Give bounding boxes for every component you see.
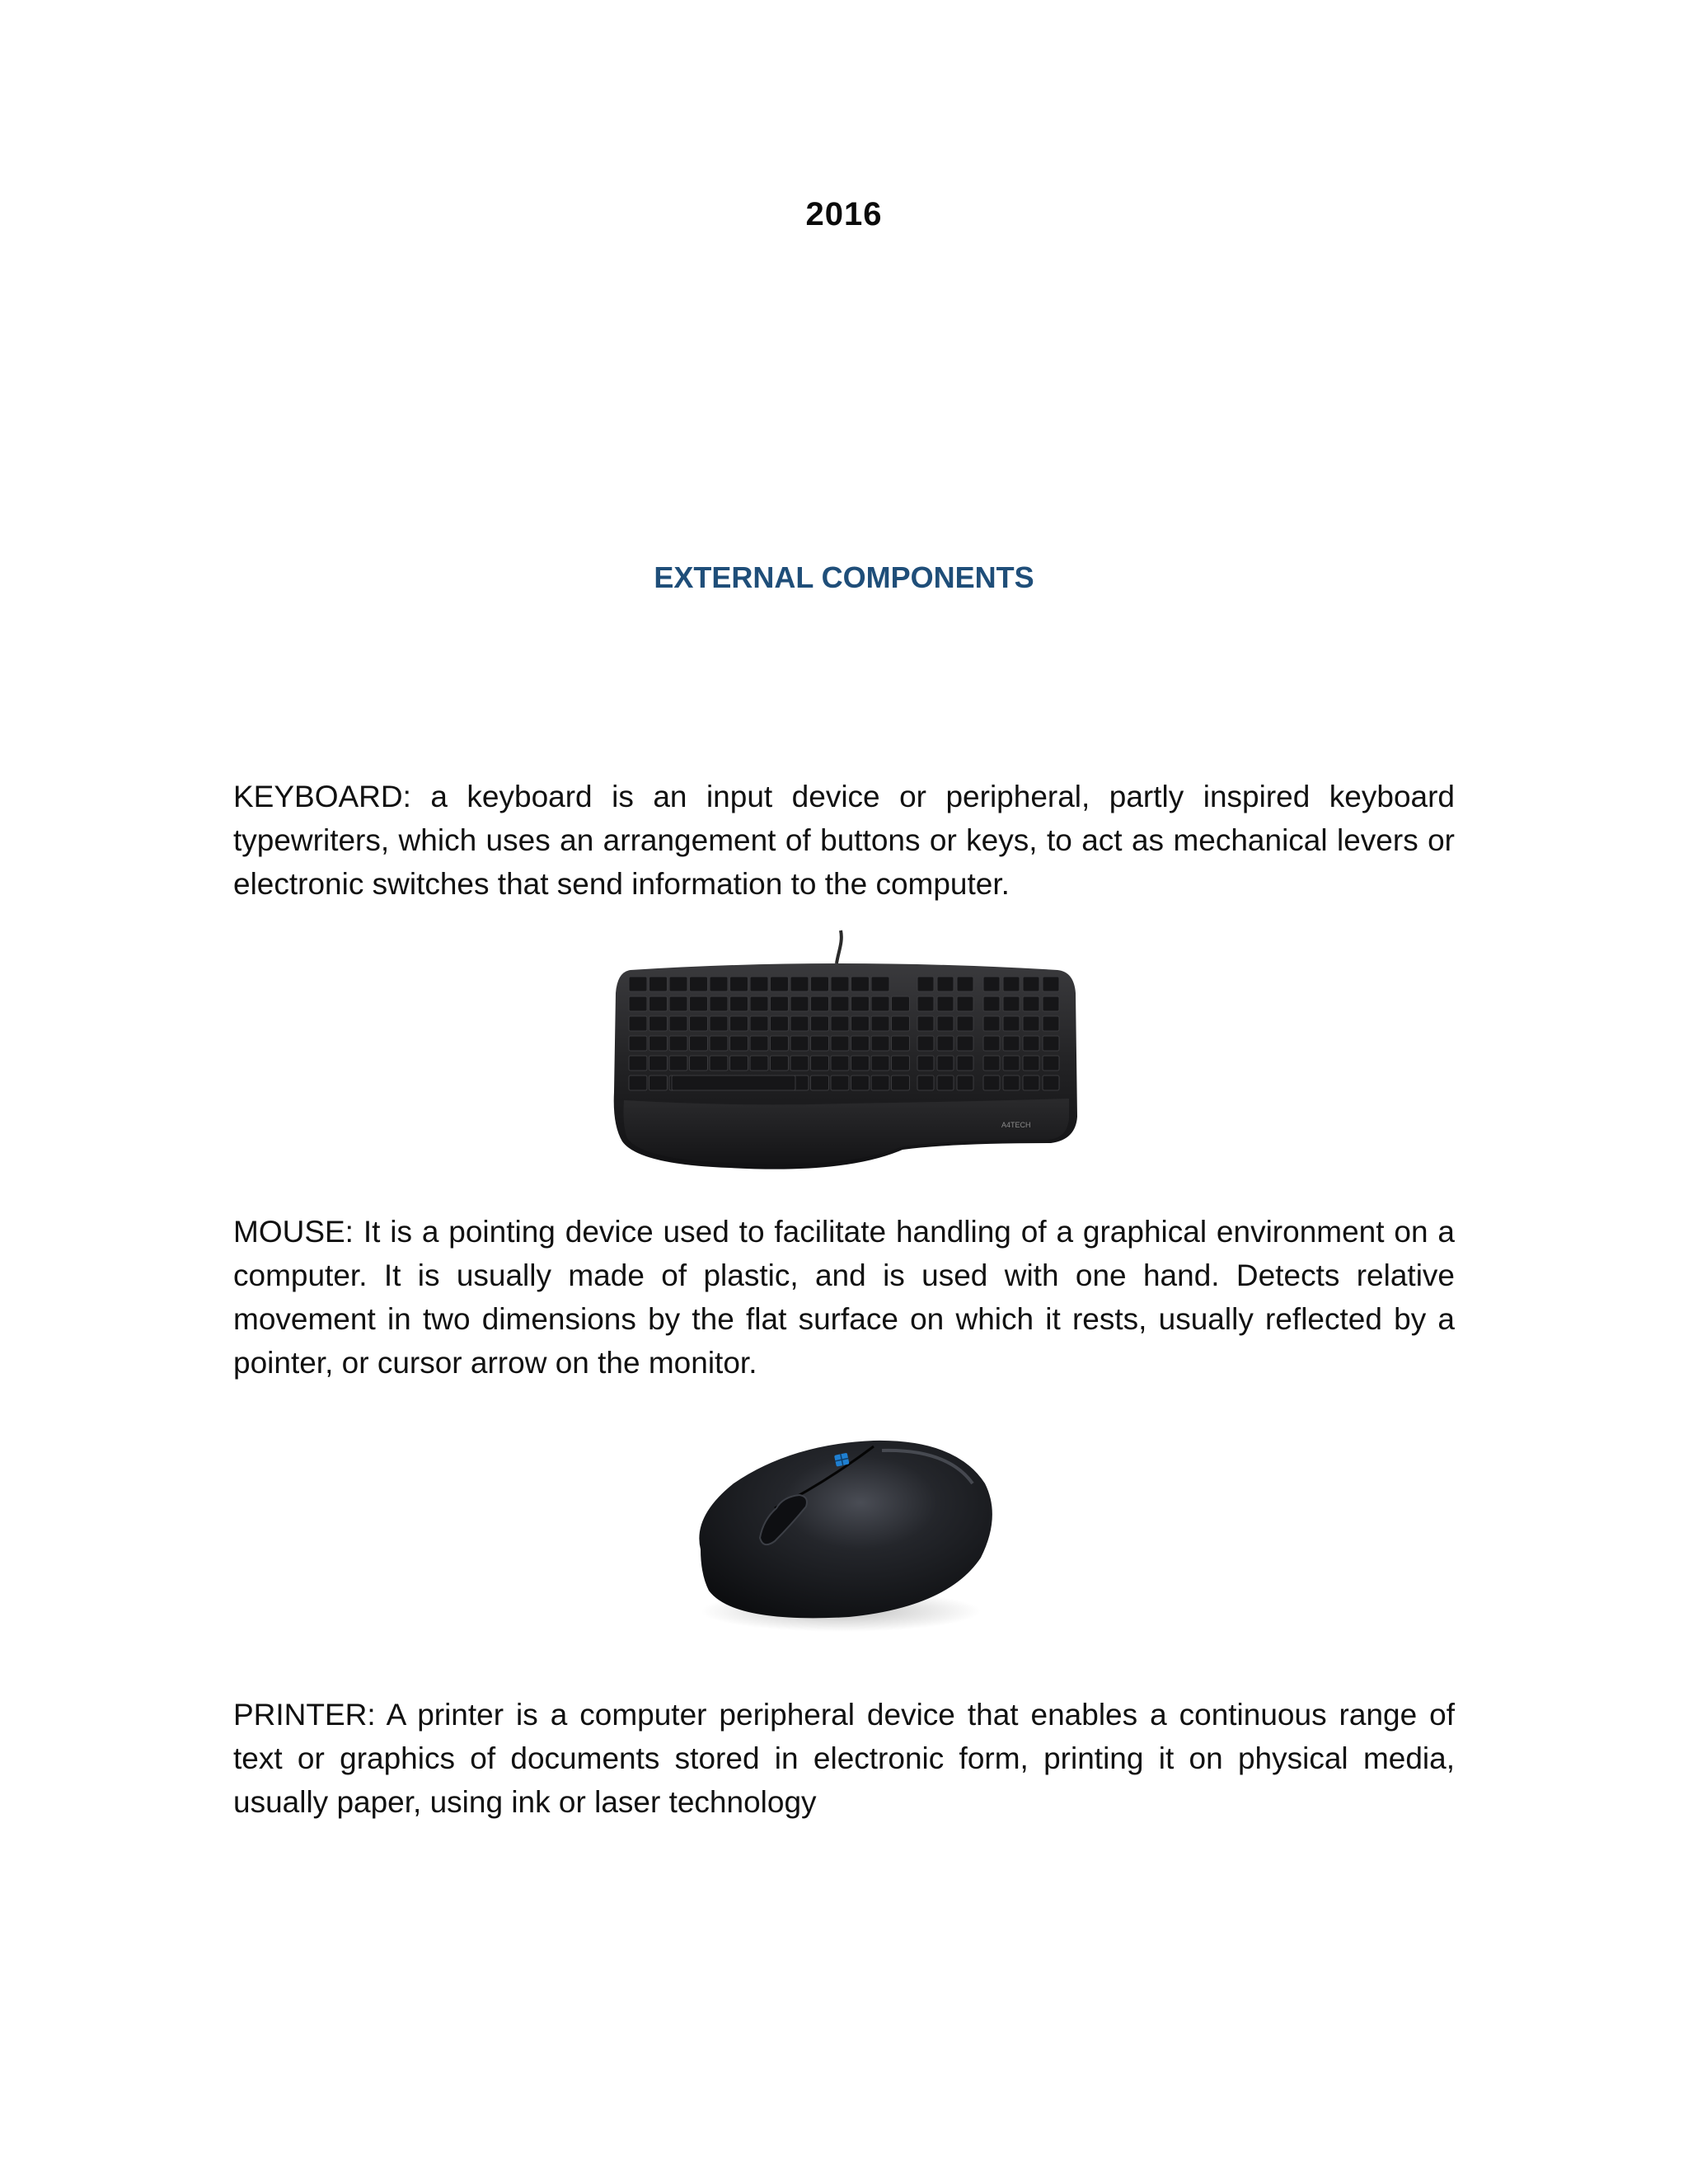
mouse-paragraph: MOUSE: It is a pointing device used to facilitate handling of a graphical environment on a computer. It is usually made of plastic, and is used with one hand. Detects relative movement in two dimensions by the flat surface on which it rests, usually reflected by a pointer, or cursor arrow on the monitor. (233, 1215, 1455, 1380)
section-title: EXTERNAL COMPONENTS (654, 560, 1034, 594)
printer-paragraph: PRINTER: A printer is a computer peripheral device that enables a continuous range of text or graphics of documents stored in electronic form, printing it on physical media, usually paper, using ink or laser technology (233, 1698, 1455, 1819)
document-year: 2016 (805, 196, 883, 232)
keyboard-image (606, 927, 1084, 1174)
mouse-image (684, 1426, 1006, 1640)
keyboard-brand-logo: A4TECH (1001, 1121, 1031, 1129)
keyboard-paragraph: KEYBOARD: a keyboard is an input device or peripheral, partly inspired keyboard typewriters, which uses an arrangement of buttons or keys, to act as mechanical levers or electronic switches that send information to the computer. (233, 780, 1455, 901)
